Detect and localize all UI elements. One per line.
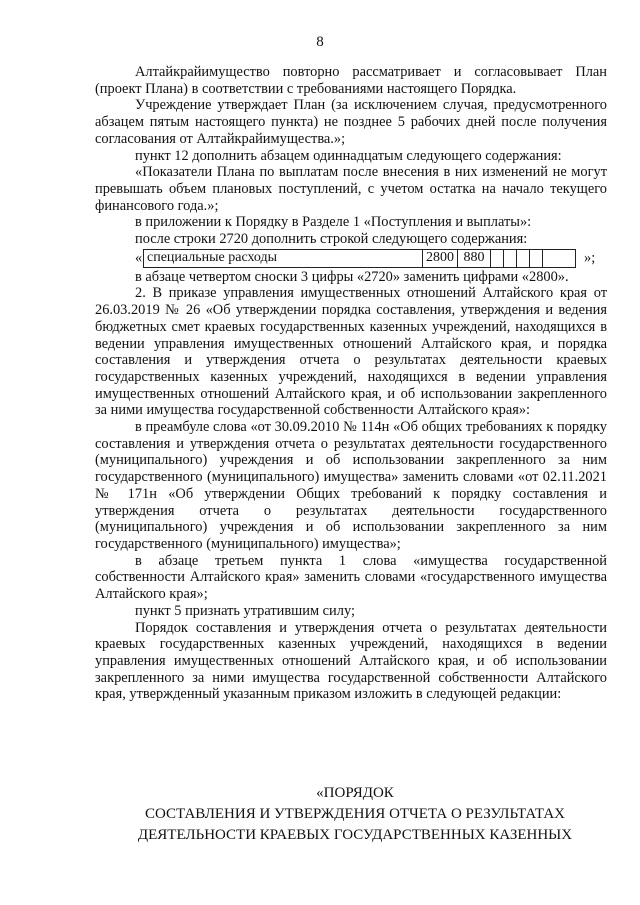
page-number: 8 [316, 34, 324, 50]
empty-cell [517, 249, 530, 267]
heading-line: СОСТАВЛЕНИЯ И УТВЕРЖДЕНИЯ ОТЧЕТА О РЕЗУЛЬТАТАХ [145, 806, 565, 822]
paragraph: 2. В приказе управления имущественных отношений Алтайского края от 26.03.2019 № 26 «Об утверждении порядка составления, утверждения и ведения бюджетных смет краевых государственных казенных учреждений, находящихся в ведении управления имущественных отношений Алтайского края, и порядка составления и утверждения отчета о результатах деятельности краевых государственных казенных учреждений, находящихся в ведении управления имущественных отношений Алтайского края, и об использовании закрепленного за ними имущества государственной собственности Алтайского края»: [95, 285, 607, 419]
paragraph: в абзаце третьем пункта 1 слова «имущества государственной собственности Алтайского края» заменить словами «государственного имущества Алтайского края»; [95, 552, 607, 603]
paragraph: в приложении к Порядку в Разделе 1 «Поступления и выплаты»: [135, 214, 532, 231]
paragraph: Алтайкрайимущество повторно рассматривает и согласовывает План (проект Плана) в соответствии с требованиями настоящего Порядка. [95, 64, 607, 97]
open-quote: « [135, 249, 143, 266]
row-code-cell: 2800 [423, 249, 458, 267]
inserted-table-row [135, 249, 607, 268]
paragraph: «Показатели Плана по выплатам после внесения в них изменений не могут превышать объем плановых поступлений, с учетом остатка на начало текущего финансового года.»; [95, 164, 607, 214]
table-row [144, 249, 576, 267]
row-name-cell: специальные расходы [144, 249, 423, 267]
close-quote: »; [584, 249, 596, 266]
paragraph: в преамбуле слова «от 30.09.2010 № 114н «Об общих требованиях к порядку составления и утверждения отчета о результатах деятельности государственного (муниципального) учреждения и об использовании закрепленного за ним государственного (муниципального) имущества» заменить словами «от 02.11.2021 № 171н «Об утверждении Общих требований к порядку составления и утверждения отчета о результатах деятельности государственного (муниципального) учреждения и об использовании закрепленного за ним государственного (муниципального) имущества»; [95, 419, 607, 552]
empty-cell [504, 249, 517, 267]
empty-cell [530, 249, 543, 267]
paragraph: после строки 2720 дополнить строкой следующего содержания: [135, 231, 528, 248]
paragraph: в абзаце четвертом сноски 3 цифры «2720» заменить цифрами «2800». [135, 268, 569, 285]
paragraph: Порядок составления и утверждения отчета о результатах деятельности краевых государственных казенных учреждений, находящихся в ведении управления имущественных отношений Алтайского края, и об использовании закрепленного за ними имущества государственной собственности Алтайского края, утвержденный указанным приказом изложить в следующей редакции: [95, 619, 607, 703]
heading-line: «ПОРЯДОК [316, 785, 394, 801]
heading-line: ДЕЯТЕЛЬНОСТИ КРАЕВЫХ ГОСУДАРСТВЕННЫХ КАЗЕННЫХ [137, 827, 573, 843]
empty-cell [491, 249, 504, 267]
paragraph: пункт 12 дополнить абзацем одиннадцатым следующего содержания: [135, 147, 562, 164]
empty-cell [543, 249, 576, 267]
row-kbk-cell: 880 [458, 249, 491, 267]
document-body [95, 64, 607, 703]
paragraph: Учреждение утверждает План (за исключением случая, предусмотренного абзацем пятым настоящего пункта) не позднее 5 рабочих дней после получения согласования от Алтайкрайимущества.»; [95, 97, 607, 147]
paragraph: пункт 5 признать утратившим силу; [135, 602, 355, 619]
budget-row-table [143, 249, 576, 268]
section-heading [60, 781, 640, 844]
